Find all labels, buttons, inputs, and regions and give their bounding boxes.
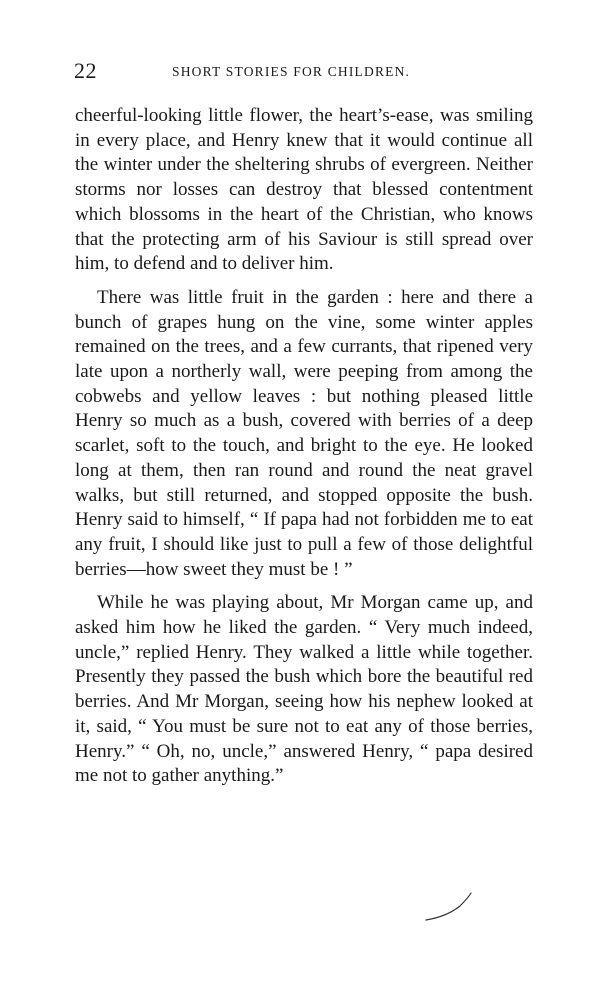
paragraph-continuation: cheerful-looking little flower, the heart’s-ease, was smiling in every place, and Henry knew that it would continue all the winter under the sheltering shrubs of evergreen. Neither storms nor losses can destroy that blessed contentment which blossoms in the heart of the Christian, who knows that the protecting arm of his Saviour is still spread over him, to defend and to deliver him. — [75, 105, 533, 275]
running-title: SHORT STORIES FOR CHILDREN. — [172, 64, 411, 79]
paragraph-mr-morgan: While he was playing about, Mr Morgan came up, and asked him how he liked the garden. “ Very much indeed, uncle,” replied Henry. They walked a little while together. Presently they passed the bush which bore the beautiful red berries. And Mr Morgan, seeing how his nephew looked at it, said, “ You must be sure not to eat any of those berries, Henry.” “ Oh, no, uncle,” answered Henry, “ papa desired me not to gather anything.” — [75, 592, 533, 787]
page-header — [74, 58, 534, 88]
body-text — [75, 104, 533, 798]
page-number: 22 — [74, 58, 97, 83]
pen-mark-squiggle — [422, 890, 474, 926]
paragraph-fruit-garden: There was little fruit in the garden : here and there a bunch of grapes hung on the vine, some winter apples remained on the trees, and a few currants, that ripened very late upon a northerly wall, were peeping from among the cobwebs and yellow leaves : but nothing pleased little Henry so much as a bush, covered with berries of a deep scarlet, soft to the touch, and bright to the eye. He looked long at them, then ran round and round the neat gravel walks, but still returned, and stopped opposite the bush. Henry said to himself, “ If papa had not forbidden me to eat any fruit, I should like just to pull a few of those delightful berries—how sweet they must be ! ” — [75, 286, 533, 580]
